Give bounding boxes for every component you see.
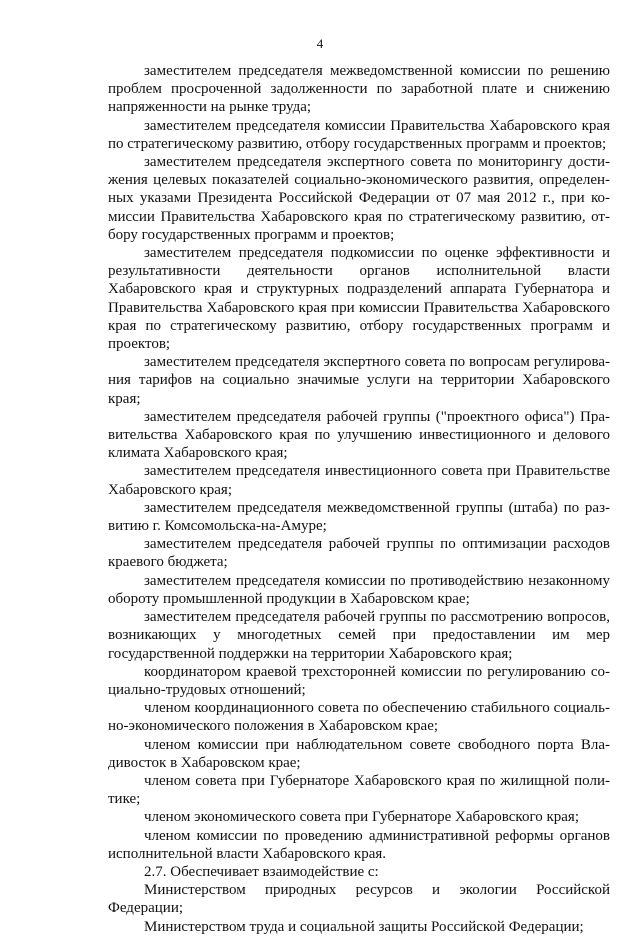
paragraph: заместителем председателя экспертного совета по вопросам регулирования тарифов на социально значимые услуги на территории Хабаровского края;: [108, 354, 610, 407]
paragraph: заместителем председателя комиссии по противодействию незаконному обороту промышленной продукции в Хабаровском крае;: [108, 572, 610, 607]
paragraph: координатором краевой трехсторонней комиссии по регулированию социально-трудовых отношений;: [108, 663, 610, 698]
paragraph: заместителем председателя межведомственной комиссии по решению проблем просроченной задолженности по заработной плате и снижению напряженности на рынке труда;: [108, 63, 610, 116]
paragraph: членом комиссии по проведению административной реформы органов исполнительной власти Хабаровского края.: [108, 827, 610, 862]
paragraph: заместителем председателя подкомиссии по оценке эффективности и результативности деятельности органов исполнительной власти Хабаровского края и структурных подразделений аппарата Губернатора и Правительства Хабаровского края при комиссии Правительства Хабаровского края по стратегическому развитию, отбору государственных программ и проектов;: [108, 245, 610, 353]
paragraph: членом координационного совета по обеспечению стабильного социально-экономического положения в Хабаровском крае;: [108, 700, 610, 735]
paragraph: членом экономического совета при Губернаторе Хабаровского края;: [144, 809, 579, 826]
paragraph: заместителем председателя комиссии Правительства Хабаровского края по стратегическому развитию, отбору государственных программ и проектов;: [108, 117, 610, 152]
paragraph: членом комиссии при наблюдательном совете свободного порта Владивосток в Хабаровском крае;: [108, 736, 610, 771]
page-number: 4: [316, 36, 324, 51]
paragraph: заместителем председателя рабочей группы по оптимизации расходов краевого бюджета;: [108, 536, 610, 571]
paragraph: Министерством труда и социальной защиты Российской Федерации;: [144, 918, 584, 935]
paragraph: заместителем председателя экспертного совета по мониторингу достижения целевых показателей социально-экономического развития, определенных указами Президента Российской Федерации от 07 мая 2012 г., при комиссии Правительства Хабаровского края по стратегическому развитию, отбору государственных программ и проектов;: [108, 154, 610, 243]
paragraph: заместителем председателя рабочей группы по рассмотрению вопросов, возникающих у многодетных семей при предоставлении им мер государственной поддержки на территории Хабаровского края;: [108, 609, 610, 662]
paragraph: заместителем председателя межведомственной группы (штаба) по развитию г. Комсомольска-на-Амуре;: [108, 499, 610, 535]
paragraph: членом совета при Губернаторе Хабаровского края по жилищной политике;: [108, 772, 610, 808]
body-text: [108, 62, 610, 936]
section-heading-2-7: 2.7. Обеспечивает взаимодействие с:: [144, 863, 379, 880]
paragraph: заместителем председателя рабочей группы ("проектного офиса") Правительства Хабаровского края по улучшению инвестиционного и делового климата Хабаровского края;: [108, 408, 610, 462]
paragraph: заместителем председателя инвестиционного совета при Правительстве Хабаровского края;: [108, 463, 610, 498]
paragraph: Министерством природных ресурсов и экологии Российской Федерации;: [108, 882, 610, 917]
